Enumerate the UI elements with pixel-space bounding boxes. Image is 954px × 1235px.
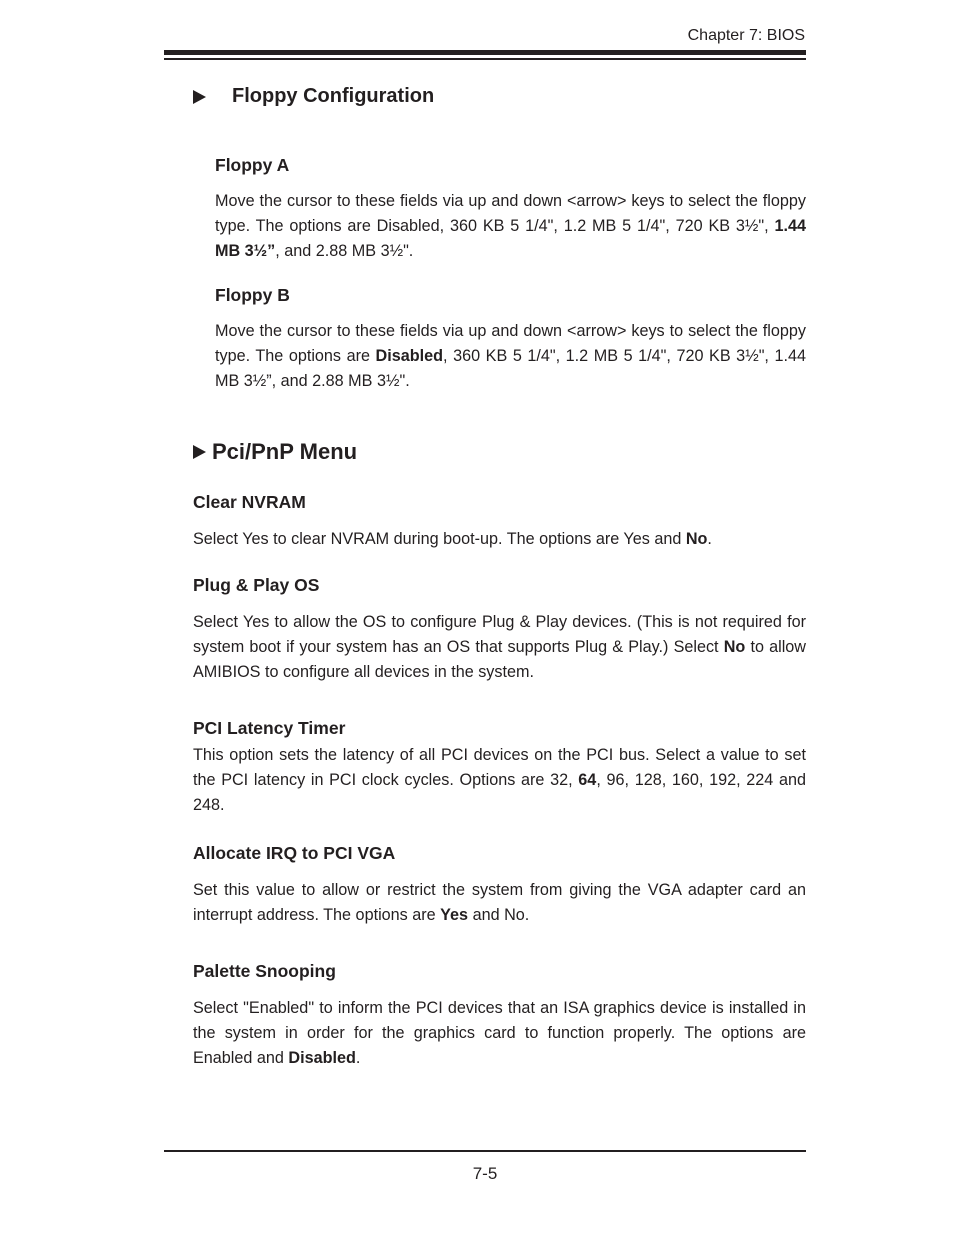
pnp-menu-title: Pci/PnP Menu (212, 439, 358, 464)
header-rule-thick (164, 50, 806, 55)
floppy-config-title: Floppy Configuration (232, 85, 435, 107)
palette-text-1: Select "Enabled" to inform the PCI devices that an ISA graphics device is installed in the system in order for the graphics card to function properly. The options are Enabled and (193, 999, 806, 1067)
latency-description (193, 743, 806, 818)
irq-vga-text-2: and No. (468, 906, 530, 924)
palette-default: Disabled (288, 1049, 356, 1067)
plug-play-text-2: to allow AMIBIOS to configure all devices in the system. (193, 638, 806, 681)
clear-nvram-default: No (685, 530, 708, 548)
footer-rule (164, 1150, 806, 1152)
latency-text-1: This option sets the latency of all PCI devices on the PCI bus. Select a value to set the PCI latency in PCI clock cycles. Options are 32, (193, 746, 806, 789)
irq-vga-default: Yes (440, 906, 469, 924)
running-header-chapter: Chapter 7: BIOS (687, 27, 805, 44)
floppy-config-heading (193, 85, 434, 108)
floppy-b-text-2: , 360 KB 5 1/4", 1.2 MB 5 1/4", 720 KB 3½", 1.44 MB 3½”, and 2.88 MB 3½". (215, 347, 806, 390)
latency-default: 64 (578, 771, 597, 789)
latency-heading: PCI Latency Timer (193, 718, 346, 738)
floppy-a-text-2: , and 2.88 MB 3½". (275, 242, 414, 260)
floppy-a-text-1: Move the cursor to these fields via up and down <arrow> keys to select the floppy type. The options are Disabled, 360 KB 5 1/4", 1.2 MB 5 1/4", 720 KB 3½", (215, 192, 806, 235)
clear-nvram-text-1: Select Yes to clear NVRAM during boot-up. The options are Yes and (193, 530, 686, 548)
plug-play-description (193, 610, 806, 685)
irq-vga-text-1: Set this value to allow or restrict the system from giving the VGA adapter card an interrupt address. The options are (193, 881, 806, 924)
header-rule-thin (164, 58, 806, 60)
irq-vga-heading: Allocate IRQ to PCI VGA (193, 843, 396, 863)
triangle-bullet-icon (193, 90, 206, 104)
floppy-a-default: 1.44 MB 3½” (215, 217, 806, 260)
clear-nvram-text-2: . (707, 530, 712, 548)
plug-play-default: No (723, 638, 746, 656)
pnp-menu-heading (193, 439, 357, 465)
palette-description (193, 996, 806, 1071)
clear-nvram-heading: Clear NVRAM (193, 492, 306, 512)
floppy-b-description (215, 319, 806, 394)
latency-text-2: , 96, 128, 160, 192, 224 and 248. (193, 771, 806, 814)
palette-heading: Palette Snooping (193, 961, 336, 981)
floppy-a-description (215, 189, 806, 264)
irq-vga-description (193, 878, 806, 928)
plug-play-text-1: Select Yes to allow the OS to configure Plug & Play devices. (This is not required for system boot if your system has an OS that supports Plug & Play.) Select (193, 613, 806, 656)
plug-play-heading: Plug & Play OS (193, 575, 320, 595)
clear-nvram-description (193, 527, 806, 552)
triangle-bullet-icon (193, 445, 206, 459)
page-number: 7-5 (472, 1164, 498, 1183)
palette-text-2: . (355, 1049, 361, 1067)
floppy-b-heading: Floppy B (215, 285, 290, 305)
floppy-b-text-1: Move the cursor to these fields via up and down <arrow> keys to select the floppy type. The options are (215, 322, 806, 365)
floppy-b-default: Disabled (375, 347, 444, 365)
floppy-a-heading: Floppy A (215, 155, 290, 175)
